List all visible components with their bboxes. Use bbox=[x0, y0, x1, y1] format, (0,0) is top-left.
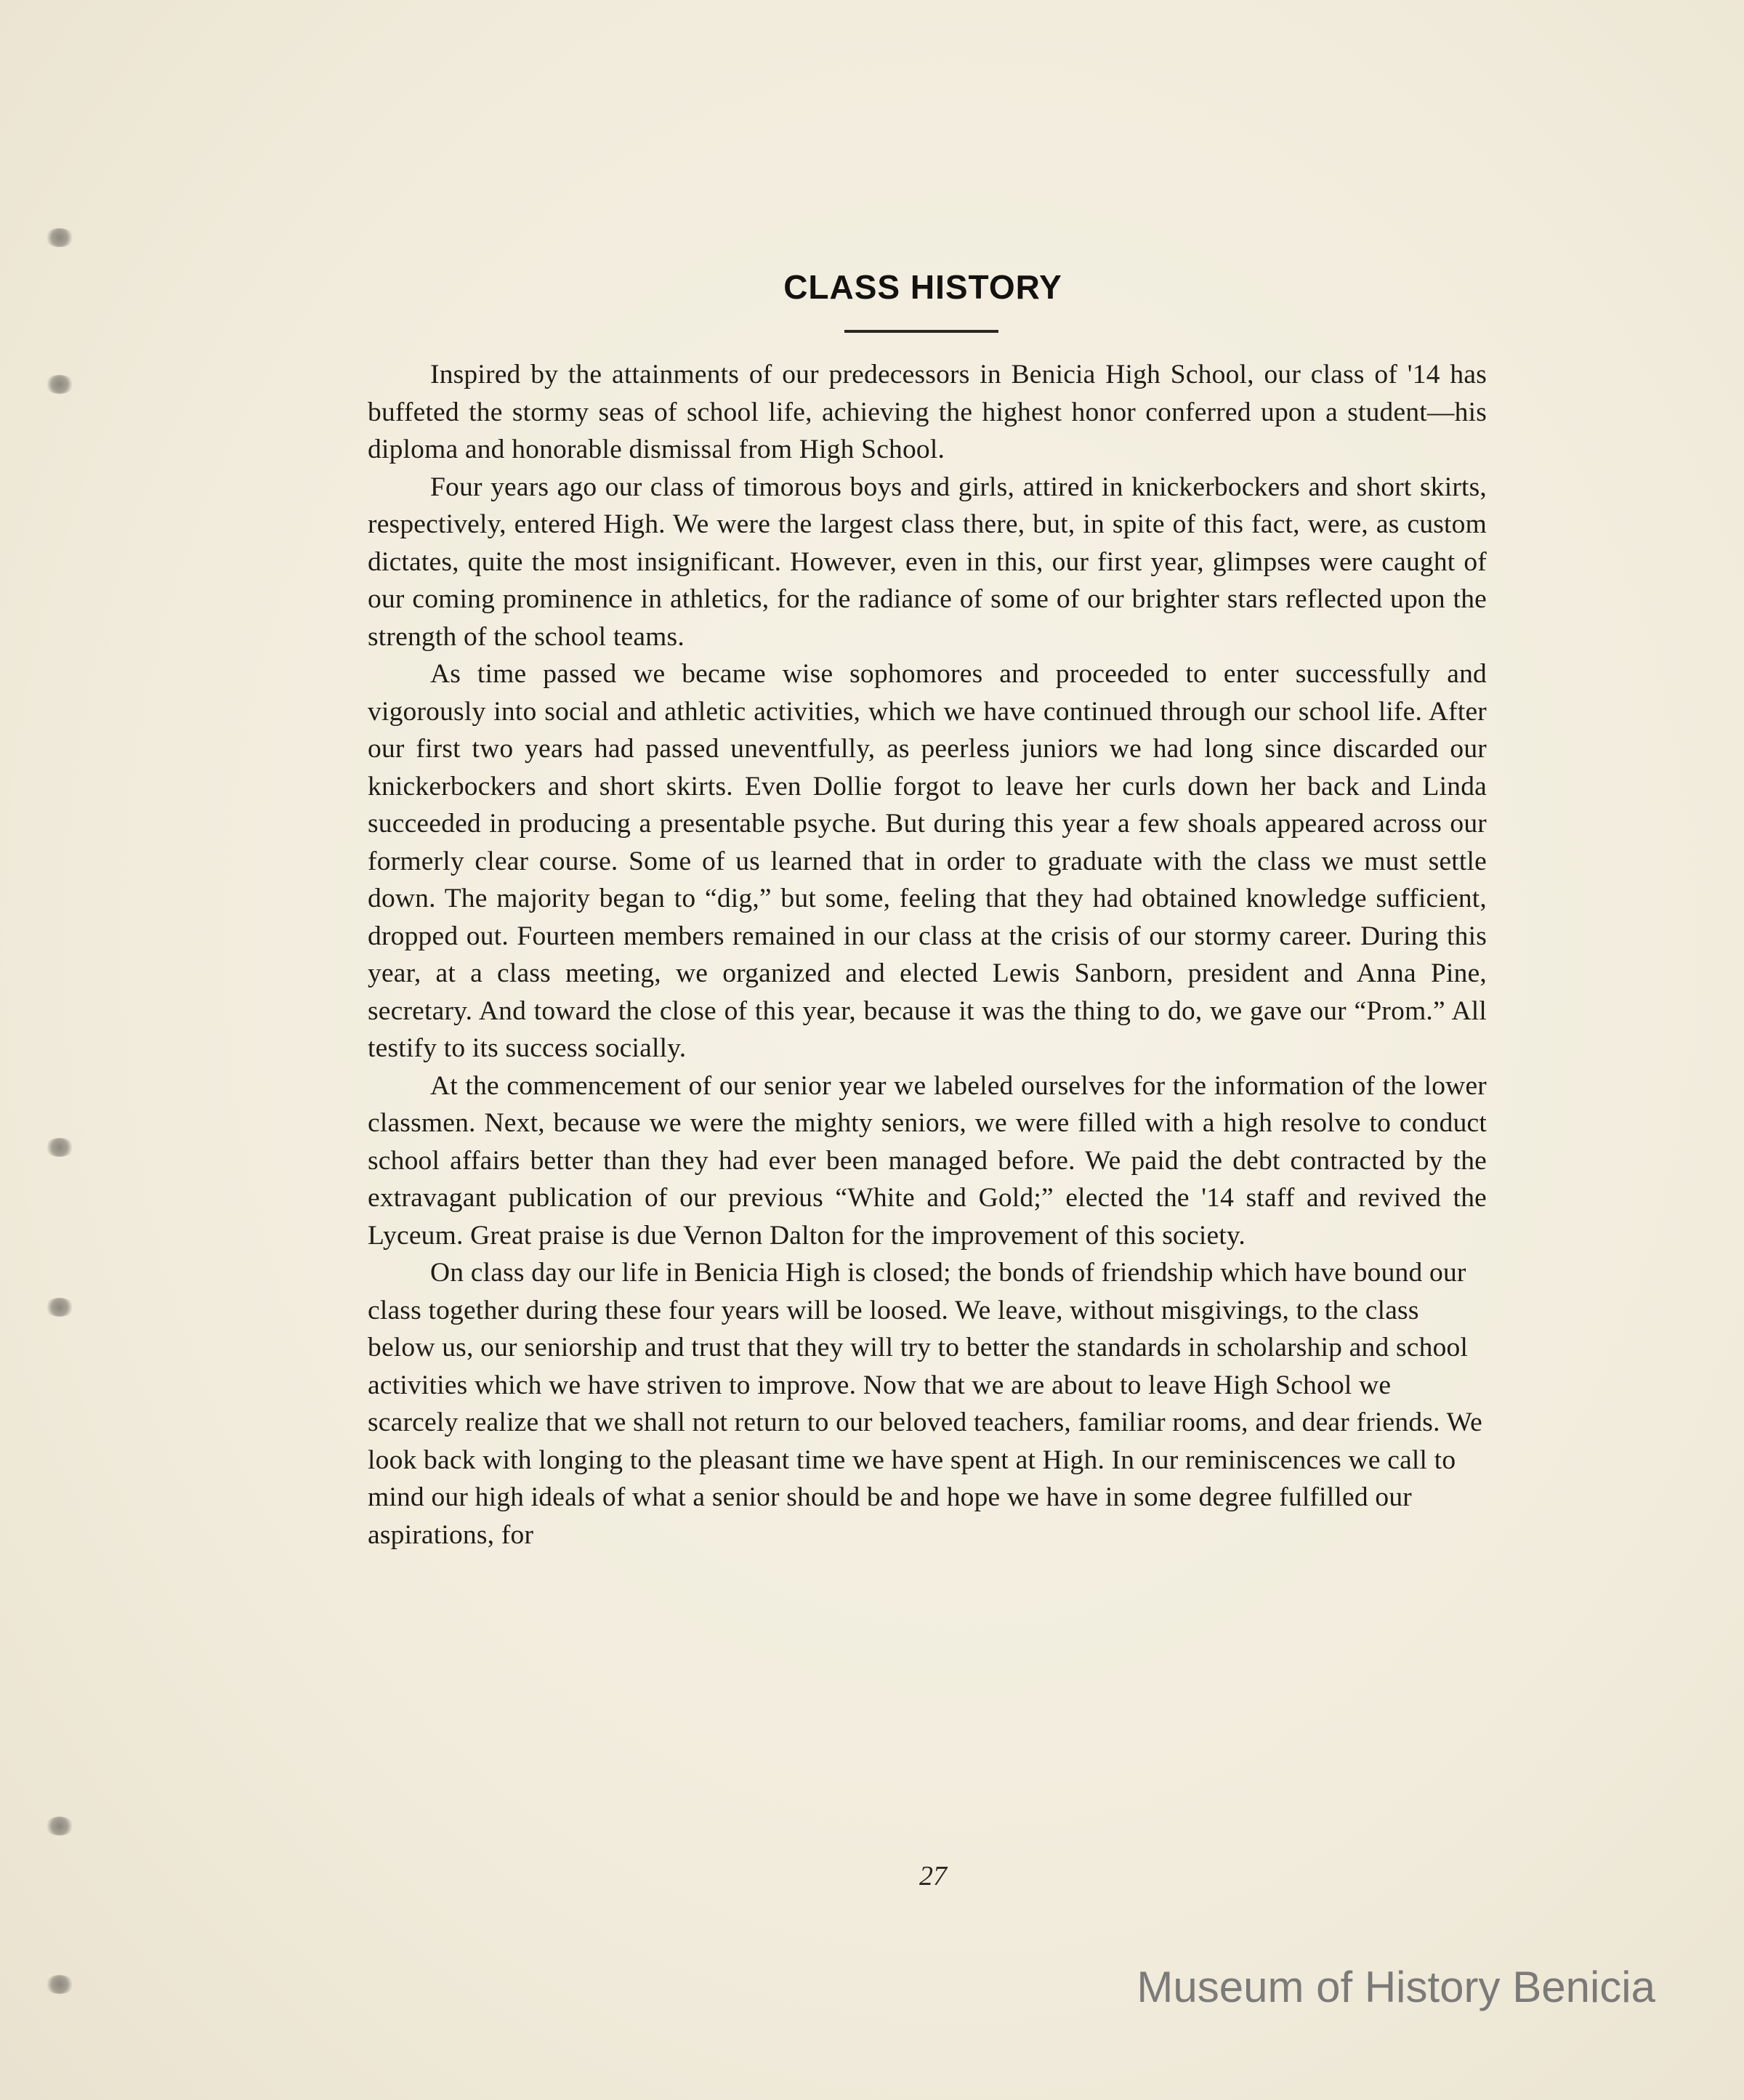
page-title: CLASS HISTORY bbox=[783, 268, 1062, 306]
binding-hole bbox=[45, 1298, 74, 1317]
paragraph: Four years ago our class of timorous boys and girls, attired in knickerbockers and short skirts, respectively, entered High. We were the largest class there, but, in spite of this fact, were, as custom dictates, quite the most insignificant. However, even in this, our first year, glimpses were caught of our coming prominence in athletics, for the radiance of some of our brighter stars reflected upon the strength of the school teams. bbox=[368, 472, 1487, 652]
paragraph: Inspired by the attainments of our predecessors in Benicia High School, our class of '14 has buffeted the stormy seas of school life, achieving the highest honor conferred upon a student—his diploma and honorable dismissal from High School. bbox=[368, 360, 1487, 464]
binding-hole bbox=[45, 1975, 74, 1994]
page-number: 27 bbox=[919, 1861, 947, 1891]
binding-hole bbox=[45, 1817, 74, 1836]
binding-hole bbox=[45, 228, 74, 247]
binding-hole bbox=[45, 375, 74, 394]
paragraph: As time passed we became wise sophomores and proceeded to enter successfully and vigorously into social and athletic activities, which we have continued through our school life. After our first two years had passed uneventfully, as peerless juniors we had long since discarded our knickerbockers and short skirts. Even Dollie forgot to leave her curls down her back and Linda succeeded in producing a presentable psyche. But during this year a few shoals appeared across our formerly clear course. Some of us learned that in order to graduate with the class we must settle down. The majority began to “dig,” but some, feeling that they had obtained knowledge sufficient, dropped out. Fourteen members remained in our class at the crisis of our stormy career. During this year, at a class meeting, we organized and elected Lewis Sanborn, president and Anna Pine, secretary. And toward the close of this year, because it was the thing to do, we gave our “Prom.” All testify to its success socially. bbox=[368, 659, 1487, 1063]
paragraph: At the commencement of our senior year we labeled ourselves for the information of the lower classmen. Next, because we were the mighty seniors, we were filled with a high resolve to conduct school affairs better than they had ever been managed before. We paid the debt contracted by the extravagant publication of our previous “White and Gold;” elected the '14 staff and revived the Lyceum. Great praise is due Vernon Dalton for the improvement of this society. bbox=[368, 1070, 1487, 1251]
body-text bbox=[368, 356, 1487, 1554]
binding-hole bbox=[45, 1138, 74, 1157]
paragraph: On class day our life in Benicia High is closed; the bonds of friendship which have bound our class together during these four years will be loosed. We leave, without misgivings, to the class below us, our seniorship and trust that they will try to better the standards in scholarship and school activities which we have striven to improve. Now that we are about to leave High School we scarcely realize that we shall not return to our beloved teachers, familiar rooms, and dear friends. We look back with longing to the pleasant time we have spent at High. In our reminiscences we call to mind our high ideals of what a senior should be and hope we have in some degree fulfilled our aspirations, for bbox=[368, 1258, 1482, 1550]
watermark-text: Museum of History Benicia bbox=[1137, 1963, 1655, 2011]
title-rule bbox=[844, 330, 998, 333]
